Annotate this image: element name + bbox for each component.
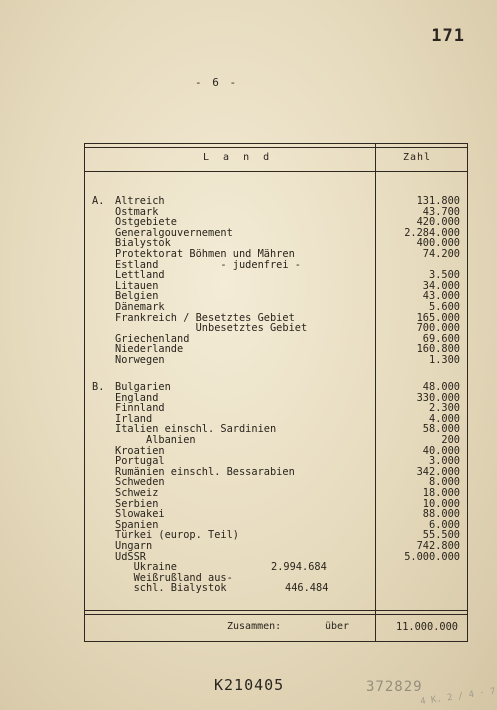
row-label: Litauen [115, 279, 159, 292]
row-label: Schweiz [115, 487, 159, 499]
row-label: Slowakei [115, 508, 165, 521]
row-label: Griechenland [115, 332, 190, 345]
row-value: 43.000 [422, 290, 460, 303]
row-label: Lettland [115, 269, 165, 282]
row-value: 330.000 [416, 391, 460, 404]
row-value: 34.000 [422, 279, 460, 292]
row-label: Türkei (europ. Teil) [115, 529, 239, 542]
row-value: 48.000 [422, 381, 460, 393]
row-subvalue: 446.484 [285, 582, 329, 595]
total-over-label: über [325, 621, 350, 632]
row-value: 43.700 [422, 205, 460, 218]
row-value: 160.800 [416, 343, 460, 356]
row-label: Finnland [115, 402, 165, 415]
row-label: Irland [115, 412, 153, 425]
row-value: 88.000 [422, 508, 460, 521]
row-value: 3.500 [429, 269, 460, 282]
row-value: 5.000.000 [404, 550, 460, 563]
row-value: 8.000 [429, 476, 460, 489]
column-header-land: L a n d [203, 152, 274, 163]
row-label: Norwegen [115, 354, 165, 366]
column-header-zahl: Zahl [403, 152, 432, 163]
row-label: Estland - judenfrei - [115, 258, 301, 271]
row-value: 3.000 [429, 455, 460, 468]
row-value: 200 [441, 434, 460, 446]
row-value: 10.000 [422, 497, 460, 510]
row-label: Frankreich / Besetztes Gebiet [115, 311, 295, 324]
row-label: UdSSR [115, 550, 146, 563]
row-value: 342.000 [416, 465, 460, 478]
table-rule-footer-double [85, 614, 467, 615]
row-value: 55.500 [422, 529, 460, 542]
row-value: 74.200 [422, 248, 460, 260]
row-value: 742.800 [416, 540, 460, 552]
row-value: 131.800 [416, 195, 460, 207]
row-label: Protektorat Böhmen und Mähren [115, 248, 295, 260]
row-value: 6.000 [429, 518, 460, 531]
row-value: 58.000 [422, 423, 460, 436]
row-value: 2.300 [429, 402, 460, 415]
folio-number: - 6 - [195, 76, 239, 89]
archive-stamp: K210405 [214, 676, 285, 694]
page-number: 171 [431, 26, 465, 46]
statistics-table [84, 143, 468, 642]
row-label: Serbien [115, 497, 159, 510]
row-value: 4.000 [429, 412, 460, 425]
row-value: 420.000 [416, 216, 460, 229]
archive-stamp-faint: 372829 [366, 679, 423, 695]
row-label: Ungarn [115, 540, 153, 552]
row-value: 18.000 [422, 487, 460, 499]
row-label: Ostgebiete [115, 216, 177, 229]
row-value: 5.600 [429, 301, 460, 313]
row-label: Belgien [115, 290, 159, 303]
row-label: Bialystok [115, 237, 171, 250]
row-label: Dänemark [115, 301, 165, 313]
row-label: Ukraine [115, 561, 177, 574]
total-label: Zusammen: [227, 621, 282, 632]
table-rule-header [85, 171, 467, 172]
table-row [85, 583, 469, 594]
row-label: Rumänien einschl. Bessarabien [115, 465, 295, 478]
row-label: England [115, 391, 159, 404]
row-label: Spanien [115, 518, 159, 531]
row-label: Bulgarien [115, 381, 171, 393]
row-label: Niederlande [115, 343, 184, 356]
row-label: Albanien [115, 434, 196, 446]
row-subvalue: 2.994.684 [271, 561, 327, 574]
table-rule-top [85, 147, 467, 148]
row-value: 400.000 [416, 237, 460, 250]
row-value: 69.600 [422, 332, 460, 345]
row-label: Schweden [115, 476, 165, 489]
row-value: 700.000 [416, 322, 460, 335]
row-label: schl. Bialystok [115, 582, 227, 595]
row-label: Italien einschl. Sardinien [115, 423, 277, 436]
row-label: Ostmark [115, 205, 159, 218]
row-label: Portugal [115, 455, 165, 468]
row-value: 165.000 [416, 311, 460, 324]
row-value: 40.000 [422, 444, 460, 457]
row-label: Altreich [115, 195, 165, 207]
handwritten-note: 4 K. 2 / 4 · 7 [419, 686, 497, 708]
row-label: Weißrußland aus- [115, 571, 233, 584]
section-marker: B. [92, 381, 105, 393]
total-value: 11.000.000 [396, 621, 458, 633]
table-rule-footer [85, 610, 467, 611]
row-label: Unbesetztes Gebiet [115, 322, 308, 335]
row-label: Generalgouvernement [115, 226, 233, 239]
row-label: Kroatien [115, 444, 165, 457]
row-value: 1.300 [429, 354, 460, 366]
row-value: 2.284.000 [404, 226, 460, 239]
table-row [85, 355, 469, 366]
section-marker: A. [92, 195, 105, 207]
